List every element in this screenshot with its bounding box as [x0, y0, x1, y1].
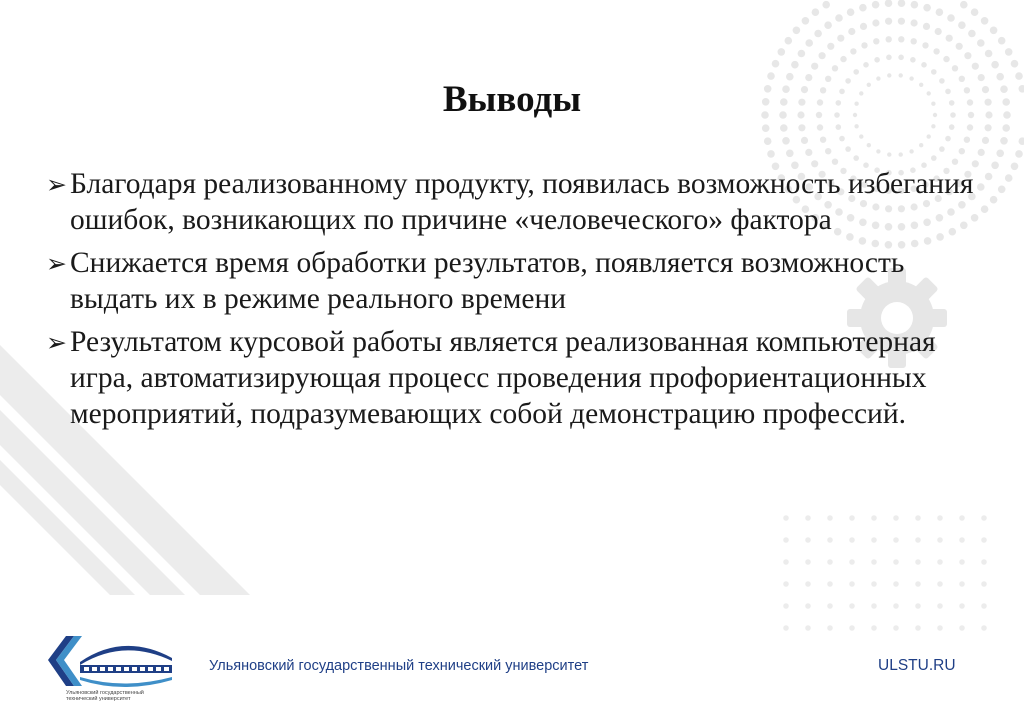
- bullet-item: [46, 245, 996, 317]
- bullet-list: [46, 166, 996, 439]
- footer-university-name: Ульяновский государственный технический университет: [209, 658, 589, 674]
- bullet-text: Благодаря реализованному продукту, появилась возможность избегания ошибок, возникающих по причине «человеческого» фактора: [70, 168, 974, 236]
- footer-website-link[interactable]: ULSTU.RU: [878, 657, 956, 674]
- bullet-text: Снижается время обработки результатов, появляется возможность выдать их в режиме реального времени: [70, 247, 905, 315]
- bullet-item: [46, 324, 996, 432]
- bullet-text: Результатом курсовой работы является реализованная компьютерная игра, автоматизирующая процесс проведения профориентационных мероприятий, подразумевающих собой демонстрацию профессий.: [70, 326, 936, 430]
- arrow-right-icon: ➢: [46, 251, 67, 278]
- bullet-item: [46, 166, 996, 238]
- dot-grid: [783, 515, 987, 631]
- arrow-right-icon: ➢: [46, 172, 67, 199]
- arrow-right-icon: ➢: [46, 330, 67, 357]
- logo-caption: Ульяновский государственный технический университет: [66, 690, 144, 702]
- slide-title: Выводы: [442, 79, 582, 120]
